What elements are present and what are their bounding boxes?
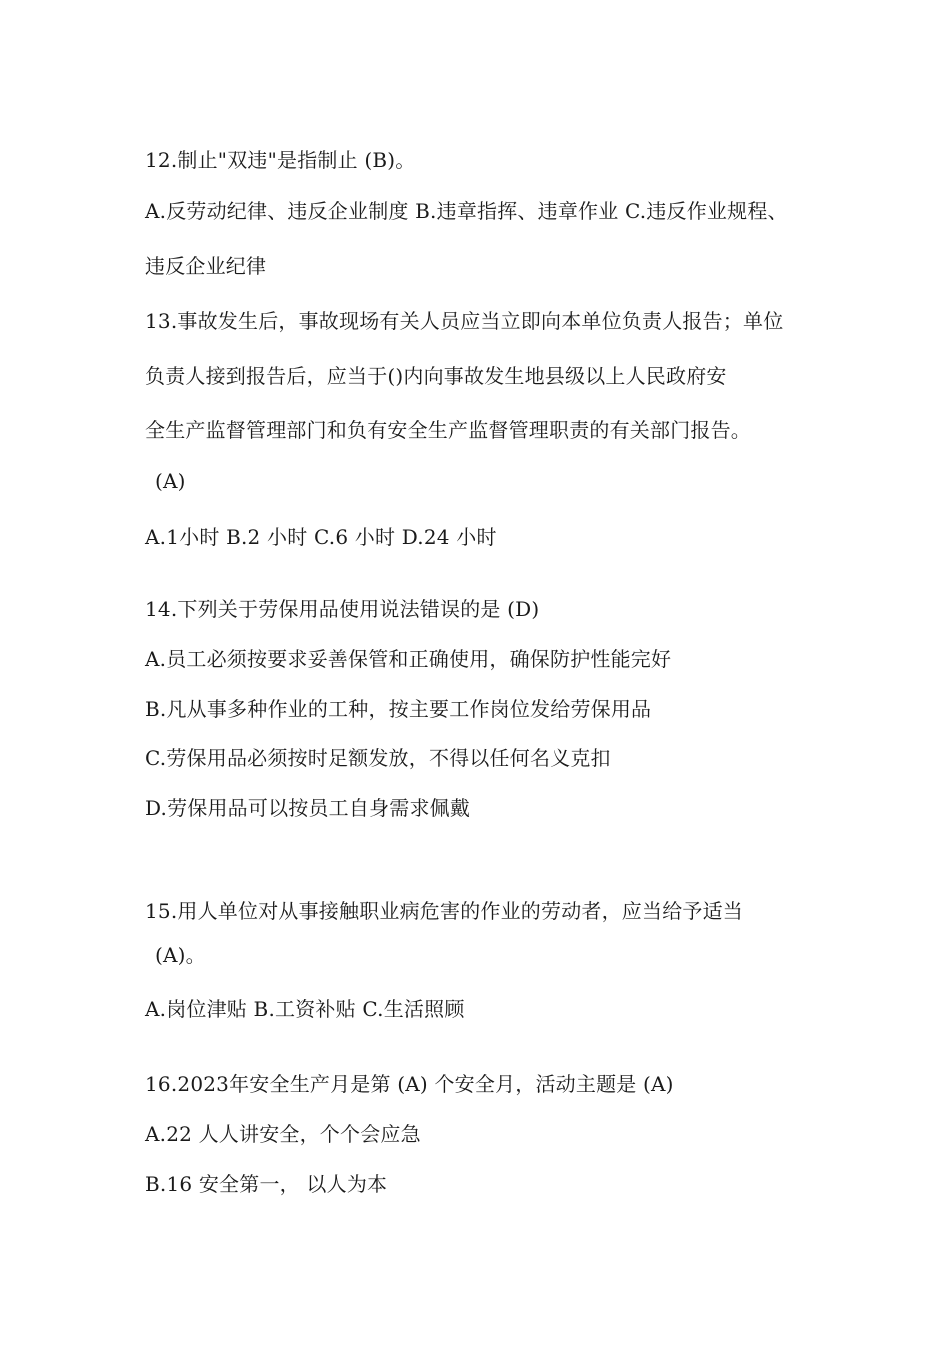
question-12-options: A.反劳动纪律、违反企业制度 B.违章指挥、违章作业 C.违反作业规程、 <box>145 199 788 223</box>
question-14-option-d: D.劳保用品可以按员工自身需求佩戴 <box>145 796 471 820</box>
question-15-options: A.岗位津贴 B.工资补贴 C.生活照顾 <box>145 997 465 1021</box>
question-14-stem: 14.下列关于劳保用品使用说法错误的是 (D) <box>145 597 540 621</box>
question-13-options: A.1小时 B.2 小时 C.6 小时 D.24 小时 <box>145 525 497 549</box>
question-13-stem: 13.事故发生后，事故现场有关人员应当立即向本单位负责人报告；单位 <box>145 309 784 333</box>
question-14-option-b: B.凡从事多种作业的工种，按主要工作岗位发给劳保用品 <box>145 697 652 721</box>
question-14-option-c: C.劳保用品必须按时足额发放，不得以任何名义克扣 <box>145 746 611 770</box>
question-12-options-cont: 违反企业纪律 <box>145 254 267 278</box>
question-16-option-a: A.22 人人讲安全，个个会应急 <box>145 1122 421 1146</box>
question-16-stem: 16.2023年安全生产月是第 (A) 个安全月，活动主题是 (A) <box>145 1072 674 1096</box>
question-16-option-b: B.16 安全第一， 以人为本 <box>145 1172 388 1196</box>
question-15-stem: 15.用人单位对从事接触职业病危害的作业的劳动者，应当给予适当 <box>145 899 744 923</box>
question-13-stem-cont-1: 负责人接到报告后，应当于()内向事故发生地县级以上人民政府安 <box>145 364 727 388</box>
question-14-option-a: A.员工必须按要求妥善保管和正确使用，确保防护性能完好 <box>145 647 672 671</box>
question-13-stem-cont-2: 全生产监督管理部门和负有安全生产监督管理职责的有关部门报告。 <box>145 418 751 442</box>
question-13-answer: (A) <box>155 469 186 493</box>
question-15-answer: (A)。 <box>155 943 206 967</box>
question-12-stem: 12.制止"双违"是指制止 (B)。 <box>145 148 416 172</box>
